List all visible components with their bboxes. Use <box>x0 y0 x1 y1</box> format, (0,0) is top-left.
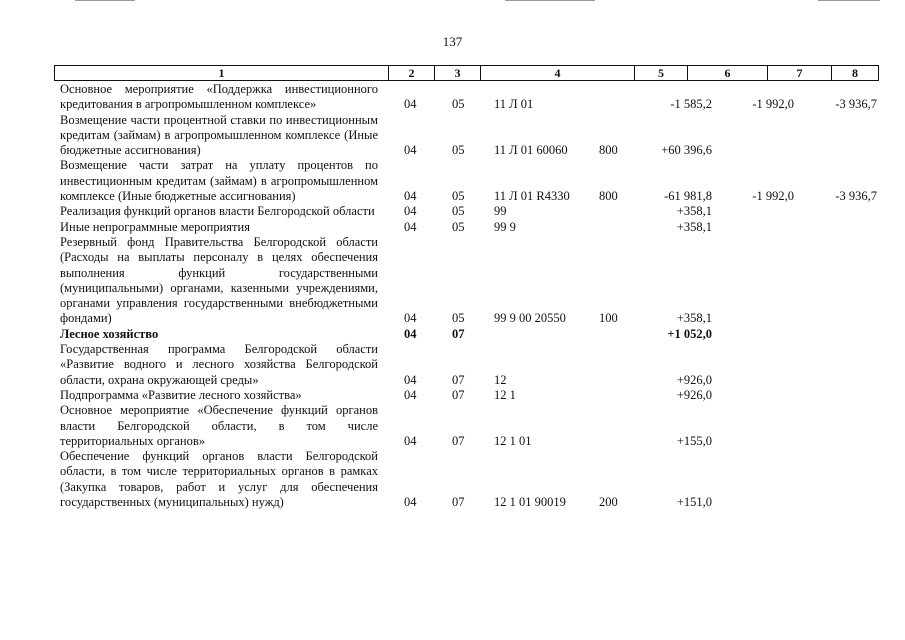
row-description: Лесное хозяйство <box>60 326 159 341</box>
row-description: Реализация функций органов власти Белгородской области <box>60 204 375 219</box>
row-amount-1: +60 396,6 <box>661 143 712 158</box>
table-body <box>0 82 905 510</box>
row-section: 04 <box>404 97 417 112</box>
row-target-article: 12 <box>494 372 507 387</box>
row-target-article: 11 Л 01 60060 <box>494 143 568 158</box>
table-row <box>0 403 905 449</box>
row-subsection: 07 <box>452 326 465 341</box>
top-edge-line <box>75 0 135 1</box>
row-subsection: 05 <box>452 204 465 219</box>
row-amount-1: -1 585,2 <box>670 97 712 112</box>
row-target-article: 99 9 <box>494 219 516 234</box>
header-col-5: 5 <box>635 66 688 80</box>
header-col-3: 3 <box>435 66 481 80</box>
row-amount-1: +151,0 <box>676 495 712 510</box>
header-col-8: 8 <box>852 66 858 80</box>
row-description: Иные непрограммные мероприятия <box>60 219 250 234</box>
row-description: Возмещение части процентной ставки по инвестиционным кредитам (займам) в агропромышленном комплексе (Иные бюджетные ассигнования) <box>60 112 378 158</box>
row-subsection: 07 <box>452 433 465 448</box>
table-row <box>0 449 905 510</box>
row-section: 04 <box>404 387 417 402</box>
row-amount-1: +926,0 <box>676 387 712 402</box>
table-row <box>0 113 905 159</box>
row-amount-1: +358,1 <box>676 311 712 326</box>
table-row <box>0 82 905 113</box>
row-subsection: 07 <box>452 387 465 402</box>
row-amount-3: -3 936,7 <box>835 189 877 204</box>
row-description: Основное мероприятие «Обеспечение функций органов власти Белгородской области, в том числе территориальных органов» <box>60 403 378 448</box>
row-expense-type: 800 <box>599 143 618 158</box>
row-target-article: 11 Л 01 R4330 <box>494 189 570 204</box>
row-subsection: 07 <box>452 495 465 510</box>
header-col-7: 7 <box>768 66 832 80</box>
row-target-article: 12 1 01 90019 <box>494 495 566 510</box>
table-row <box>0 235 905 327</box>
row-section: 04 <box>404 219 417 234</box>
header-col-1: 1 <box>55 66 389 80</box>
row-amount-1: +358,1 <box>676 204 712 219</box>
page-number: 137 <box>442 34 463 49</box>
row-target-article: 11 Л 01 <box>494 97 534 112</box>
row-section: 04 <box>404 204 417 219</box>
row-section: 04 <box>404 311 417 326</box>
row-amount-1: +358,1 <box>676 219 712 234</box>
top-edge-line <box>818 0 880 1</box>
row-amount-1: +155,0 <box>676 433 712 448</box>
row-subsection: 05 <box>452 311 465 326</box>
table-row <box>0 158 905 204</box>
row-section: 04 <box>404 433 417 448</box>
row-target-article: 99 9 00 20550 <box>494 311 566 326</box>
row-description: Государственная программа Белгородской области «Развитие водного и лесного хозяйства Белгородской области, охрана окружающей среды» <box>60 342 378 387</box>
table-row <box>0 388 905 403</box>
row-subsection: 07 <box>452 372 465 387</box>
table-row <box>0 327 905 342</box>
row-description: Возмещение части затрат на уплату процентов по инвестиционным кредитам (займам) в агропромышленном комплексе (Иные бюджетные ассигнования) <box>60 158 378 204</box>
row-description: Резервный фонд Правительства Белгородской области (Расходы на выплаты персоналу в целях обеспечения выполнения функций государственными (муниципальными) органами, казенными учреждениями, органами управления государственными внебюджетными фондами) <box>60 234 378 326</box>
row-subsection: 05 <box>452 189 465 204</box>
table-row <box>0 342 905 388</box>
row-section: 04 <box>404 143 417 158</box>
row-subsection: 05 <box>452 219 465 234</box>
row-description: Обеспечение функций органов власти Белгородской области, в том числе территориальных органов в рамках (Закупка товаров, работ и услуг для обеспечения государственных (муниципальных) нужд) <box>60 449 378 510</box>
row-description: Подпрограмма «Развитие лесного хозяйства» <box>60 387 302 402</box>
row-target-article: 12 1 <box>494 387 516 402</box>
row-description: Основное мероприятие «Поддержка инвестиционного кредитования в агропромышленном комплексе» <box>60 82 378 112</box>
row-target-article: 99 <box>494 204 507 219</box>
row-section: 04 <box>404 326 417 341</box>
row-amount-2: -1 992,0 <box>752 189 794 204</box>
row-expense-type: 200 <box>599 495 618 510</box>
row-expense-type: 800 <box>599 189 618 204</box>
row-amount-1: -61 981,8 <box>664 189 712 204</box>
top-edge-line <box>505 0 595 1</box>
row-amount-3: -3 936,7 <box>835 97 877 112</box>
row-amount-2: -1 992,0 <box>752 97 794 112</box>
row-section: 04 <box>404 372 417 387</box>
row-subsection: 05 <box>452 143 465 158</box>
row-section: 04 <box>404 189 417 204</box>
row-amount-1: +1 052,0 <box>667 326 712 341</box>
table-header <box>54 65 879 81</box>
row-target-article: 12 1 01 <box>494 433 532 448</box>
header-col-2: 2 <box>389 66 435 80</box>
row-expense-type: 100 <box>599 311 618 326</box>
row-subsection: 05 <box>452 97 465 112</box>
header-col-6: 6 <box>688 66 768 80</box>
header-col-4: 4 <box>481 66 635 80</box>
table-row <box>0 204 905 219</box>
table-row <box>0 220 905 235</box>
row-amount-1: +926,0 <box>676 372 712 387</box>
row-section: 04 <box>404 495 417 510</box>
